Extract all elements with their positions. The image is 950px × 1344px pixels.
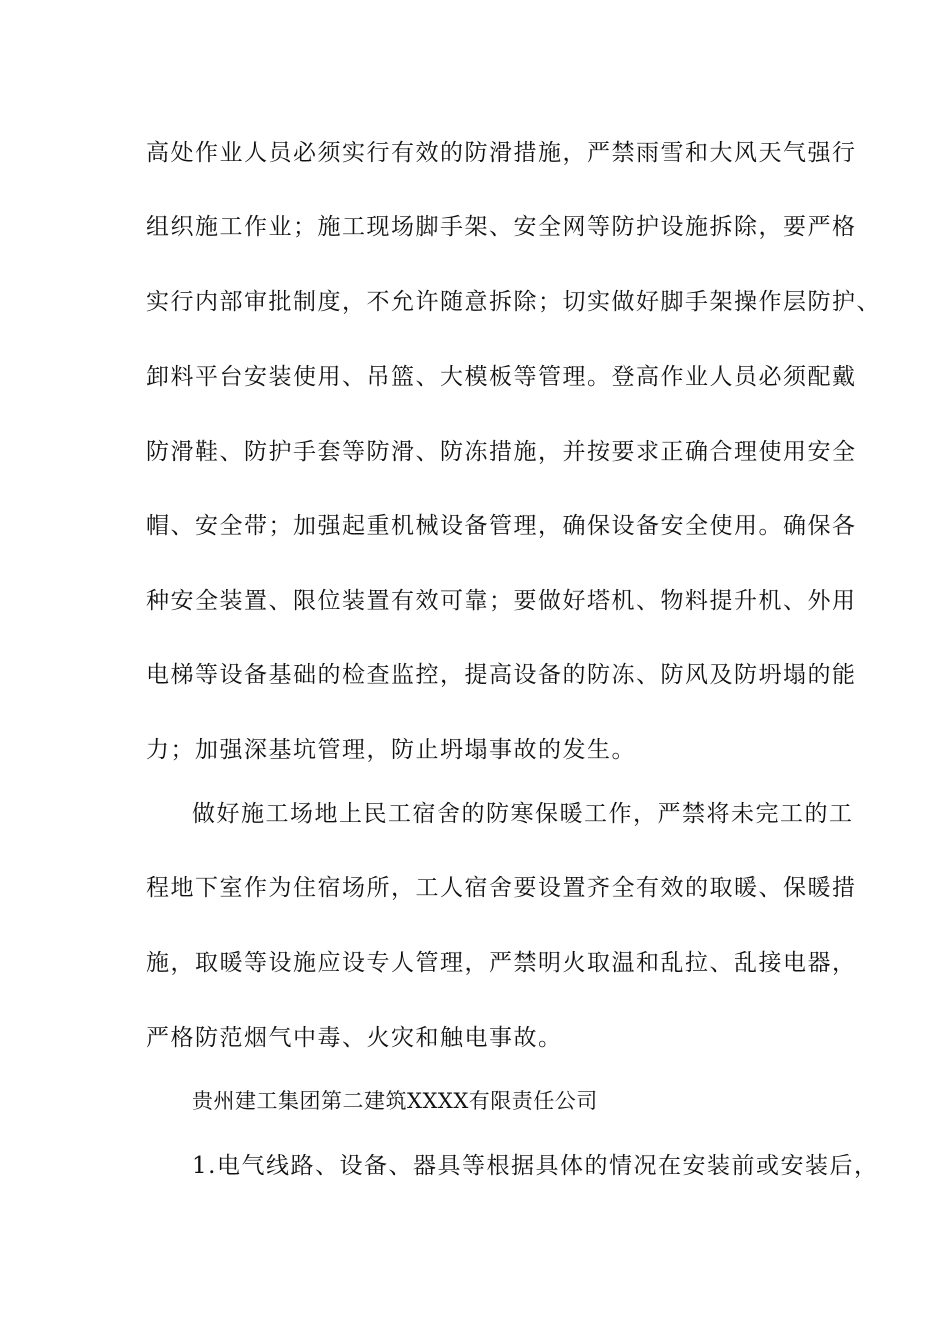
paragraph-line: 种安全装置、限位装置有效可靠；要做好塔机、物料提升机、外用 <box>146 588 857 614</box>
paragraph-line: 组织施工作业；施工现场脚手架、安全网等防护设施拆除，要严格 <box>146 214 857 240</box>
numbered-item-1: 1.电气线路、设备、器具等根据具体的情况在安装前或安装后， <box>192 1153 879 1179</box>
paragraph-line: 施，取暖等设施应设专人管理，严禁明火取温和乱拉、乱接电器， <box>146 950 857 976</box>
paragraph-line: 严格防范烟气中毒、火灾和触电事故。 <box>146 1025 563 1051</box>
paragraph-line: 卸料平台安装使用、吊篮、大模板等管理。登高作业人员必须配戴 <box>146 364 857 390</box>
paragraph-line: 高处作业人员必须实行有效的防滑措施，严禁雨雪和大风天气强行 <box>146 140 857 166</box>
paragraph-line: 防滑鞋、防护手套等防滑、防冻措施，并按要求正确合理使用安全 <box>146 439 857 465</box>
paragraph-line: 程地下室作为住宿场所，工人宿舍要设置齐全有效的取暖、保暖措 <box>146 875 857 901</box>
paragraph-line: 电梯等设备基础的检查监控，提高设备的防冻、防风及防坍塌的能 <box>146 662 857 688</box>
paragraph-line: 帽、安全带；加强起重机械设备管理，确保设备安全使用。确保各 <box>146 513 857 539</box>
company-name: 贵州建工集团第二建筑XXXX有限责任公司 <box>192 1089 598 1113</box>
paragraph-line: 做好施工场地上民工宿舍的防寒保暖工作，严禁将未完工的工 <box>192 801 854 827</box>
paragraph-line: 力；加强深基坑管理，防止坍塌事故的发生。 <box>146 737 636 763</box>
paragraph-line: 实行内部审批制度，不允许随意拆除；切实做好脚手架操作层防护、 <box>146 289 881 315</box>
